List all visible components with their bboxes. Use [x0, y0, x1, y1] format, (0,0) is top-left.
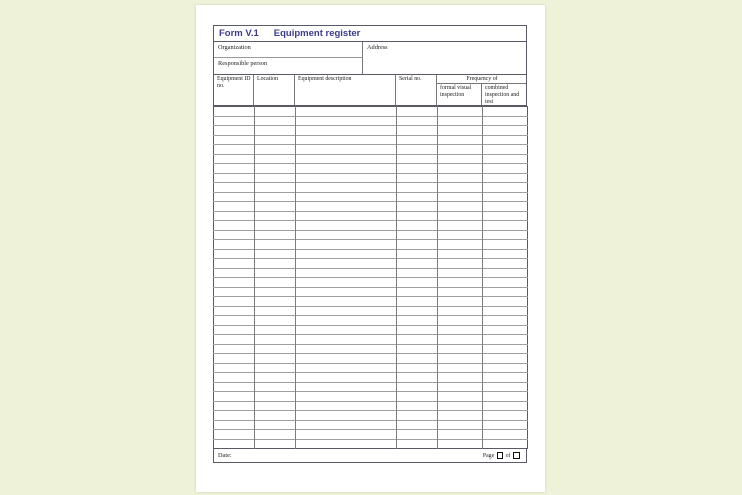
table-cell [483, 278, 528, 288]
table-cell [214, 268, 255, 278]
table-cell [438, 373, 483, 383]
address-field [363, 42, 526, 74]
table-cell [397, 135, 438, 145]
table-cell [214, 363, 255, 373]
form-footer-row [213, 449, 527, 463]
table-cell [397, 268, 438, 278]
table-cell [255, 259, 296, 269]
table-cell [483, 268, 528, 278]
table-cell [214, 373, 255, 383]
table-cell [483, 411, 528, 421]
table-cell [438, 401, 483, 411]
table-cell [438, 287, 483, 297]
of-label: of [505, 452, 511, 459]
table-cell [483, 439, 528, 449]
table-cell [255, 306, 296, 316]
table-cell [214, 107, 255, 117]
table-row [214, 439, 528, 449]
table-row [214, 192, 528, 202]
table-cell [296, 173, 397, 183]
table-cell [438, 192, 483, 202]
table-cell [438, 325, 483, 335]
table-cell [214, 306, 255, 316]
table-cell [296, 230, 397, 240]
table-cell [255, 325, 296, 335]
page-total-box [513, 452, 520, 459]
page-number-box [497, 452, 504, 459]
table-cell [214, 439, 255, 449]
table-cell [483, 335, 528, 345]
organization-label: Organization [218, 43, 251, 51]
table-cell [255, 164, 296, 174]
table-cell [255, 401, 296, 411]
table-cell [438, 126, 483, 136]
table-cell [296, 259, 397, 269]
table-row [214, 164, 528, 174]
table-cell [397, 116, 438, 126]
table-row [214, 173, 528, 183]
table-cell [438, 268, 483, 278]
table-cell [483, 107, 528, 117]
column-header-serial-no: Serial no. [396, 75, 437, 105]
document-page [196, 5, 545, 492]
table-cell [296, 363, 397, 373]
organization-field [214, 42, 363, 58]
table-cell [483, 420, 528, 430]
table-cell [397, 297, 438, 307]
table-cell [438, 297, 483, 307]
table-cell [296, 325, 397, 335]
table-cell [397, 373, 438, 383]
table-cell [255, 183, 296, 193]
table-cell [296, 154, 397, 164]
table-row [214, 211, 528, 221]
table-cell [483, 116, 528, 126]
table-cell [438, 164, 483, 174]
table-cell [214, 230, 255, 240]
table-cell [483, 363, 528, 373]
table-row [214, 240, 528, 250]
table-row [214, 116, 528, 126]
table-cell [255, 230, 296, 240]
table-cell [214, 116, 255, 126]
table-cell [483, 173, 528, 183]
table-cell [296, 221, 397, 231]
table-cell [296, 420, 397, 430]
table-cell [397, 173, 438, 183]
table-row [214, 278, 528, 288]
table-header-row [213, 75, 527, 106]
table-cell [296, 401, 397, 411]
column-header-equipment-description: Equipment description [295, 75, 396, 105]
table-row [214, 411, 528, 421]
table-cell [214, 344, 255, 354]
table-cell [483, 259, 528, 269]
table-row [214, 268, 528, 278]
table-cell [255, 363, 296, 373]
table-cell [255, 154, 296, 164]
table-cell [397, 411, 438, 421]
table-cell [483, 249, 528, 259]
table-cell [255, 420, 296, 430]
table-cell [296, 192, 397, 202]
table-cell [438, 230, 483, 240]
table-row [214, 126, 528, 136]
table-cell [296, 135, 397, 145]
table-cell [397, 221, 438, 231]
table-cell [438, 173, 483, 183]
table-cell [438, 382, 483, 392]
table-cell [483, 344, 528, 354]
table-cell [397, 145, 438, 155]
table-cell [397, 420, 438, 430]
table-cell [438, 145, 483, 155]
table-cell [438, 420, 483, 430]
info-section [213, 42, 527, 75]
form-title: Equipment register [273, 28, 361, 39]
table-cell [255, 135, 296, 145]
table-cell [214, 192, 255, 202]
table-cell [296, 316, 397, 326]
table-cell [214, 202, 255, 212]
column-header-location: Location [254, 75, 295, 105]
table-cell [214, 420, 255, 430]
table-cell [255, 173, 296, 183]
table-cell [296, 411, 397, 421]
table-row [214, 230, 528, 240]
table-cell [397, 392, 438, 402]
table-cell [438, 439, 483, 449]
table-cell [255, 211, 296, 221]
table-cell [214, 135, 255, 145]
table-cell [255, 373, 296, 383]
table-row [214, 287, 528, 297]
table-cell [397, 126, 438, 136]
table-cell [483, 230, 528, 240]
table-cell [397, 325, 438, 335]
table-cell [296, 278, 397, 288]
table-cell [214, 354, 255, 364]
column-header-frequency-group: Frequency of [437, 75, 526, 84]
table-cell [296, 107, 397, 117]
table-cell [483, 401, 528, 411]
table-cell [214, 392, 255, 402]
table-cell [397, 401, 438, 411]
table-cell [255, 411, 296, 421]
table-cell [397, 202, 438, 212]
table-cell [296, 287, 397, 297]
table-cell [397, 439, 438, 449]
table-cell [296, 202, 397, 212]
table-row [214, 430, 528, 440]
table-cell [214, 278, 255, 288]
responsible-person-label: Responsible person [218, 59, 268, 67]
table-cell [214, 411, 255, 421]
table-cell [397, 306, 438, 316]
table-cell [438, 316, 483, 326]
table-cell [214, 164, 255, 174]
table-cell [397, 430, 438, 440]
table-row [214, 316, 528, 326]
table-cell [296, 183, 397, 193]
table-row [214, 382, 528, 392]
table-cell [397, 259, 438, 269]
table-cell [397, 183, 438, 193]
table-cell [483, 297, 528, 307]
table-row [214, 335, 528, 345]
table-row [214, 183, 528, 193]
column-header-equipment-id: Equipment ID no. [214, 75, 254, 105]
table-row [214, 306, 528, 316]
table-cell [397, 154, 438, 164]
table-cell [255, 192, 296, 202]
table-row [214, 344, 528, 354]
table-cell [397, 211, 438, 221]
table-cell [483, 126, 528, 136]
table-row [214, 325, 528, 335]
table-cell [296, 297, 397, 307]
table-cell [438, 306, 483, 316]
table-cell [438, 135, 483, 145]
table-cell [438, 116, 483, 126]
table-cell [255, 145, 296, 155]
table-cell [483, 221, 528, 231]
table-row [214, 145, 528, 155]
table-cell [438, 335, 483, 345]
table-cell [438, 183, 483, 193]
table-cell [296, 392, 397, 402]
table-cell [255, 249, 296, 259]
table-cell [397, 316, 438, 326]
table-cell [255, 107, 296, 117]
page-label: Page [482, 452, 495, 459]
column-header-formal-visual-inspection: formal visual inspection [437, 84, 482, 105]
table-cell [296, 344, 397, 354]
table-cell [214, 154, 255, 164]
table-cell [296, 373, 397, 383]
table-cell [438, 344, 483, 354]
date-label: Date: [218, 452, 232, 459]
table-cell [214, 259, 255, 269]
table-cell [483, 202, 528, 212]
table-row [214, 135, 528, 145]
table-cell [397, 240, 438, 250]
equipment-register-form [213, 25, 527, 463]
table-cell [214, 287, 255, 297]
table-row [214, 249, 528, 259]
table-cell [397, 249, 438, 259]
table-cell [483, 306, 528, 316]
form-code: Form V.1 [219, 28, 259, 39]
table-cell [483, 382, 528, 392]
responsible-person-field [214, 58, 363, 74]
table-cell [397, 344, 438, 354]
table-cell [255, 126, 296, 136]
table-cell [483, 164, 528, 174]
table-row [214, 392, 528, 402]
table-cell [397, 230, 438, 240]
table-cell [483, 154, 528, 164]
table-row [214, 354, 528, 364]
table-cell [214, 430, 255, 440]
table-cell [483, 430, 528, 440]
table-cell [255, 382, 296, 392]
table-cell [438, 363, 483, 373]
table-cell [214, 316, 255, 326]
table-cell [438, 411, 483, 421]
table-cell [483, 135, 528, 145]
table-cell [438, 249, 483, 259]
table-cell [255, 240, 296, 250]
table-row [214, 221, 528, 231]
table-cell [214, 382, 255, 392]
table-cell [397, 335, 438, 345]
table-cell [255, 392, 296, 402]
table-row [214, 107, 528, 117]
table-cell [296, 439, 397, 449]
table-row [214, 363, 528, 373]
table-cell [214, 211, 255, 221]
table-cell [255, 278, 296, 288]
table-cell [296, 240, 397, 250]
table-row [214, 154, 528, 164]
form-title-bar [213, 25, 527, 42]
table-cell [214, 401, 255, 411]
table-cell [483, 192, 528, 202]
table-row [214, 401, 528, 411]
table-cell [397, 107, 438, 117]
table-cell [296, 126, 397, 136]
table-cell [483, 325, 528, 335]
table-cell [483, 183, 528, 193]
table-row [214, 297, 528, 307]
page-counter [483, 452, 522, 459]
table-cell [255, 297, 296, 307]
table-cell [483, 392, 528, 402]
table-cell [214, 249, 255, 259]
table-cell [214, 183, 255, 193]
table-cell [296, 164, 397, 174]
table-cell [255, 316, 296, 326]
table-cell [438, 430, 483, 440]
table-cell [296, 249, 397, 259]
table-row [214, 373, 528, 383]
table-cell [397, 287, 438, 297]
table-cell [483, 211, 528, 221]
table-cell [255, 287, 296, 297]
table-cell [438, 392, 483, 402]
table-cell [438, 107, 483, 117]
table-cell [214, 145, 255, 155]
table-cell [483, 316, 528, 326]
table-cell [214, 325, 255, 335]
table-cell [296, 382, 397, 392]
table-cell [483, 287, 528, 297]
table-cell [397, 354, 438, 364]
table-cell [255, 116, 296, 126]
table-cell [214, 297, 255, 307]
column-header-combined-inspection-test: combined inspection and test [485, 85, 520, 105]
table-cell [397, 363, 438, 373]
table-cell [296, 430, 397, 440]
table-cell [214, 173, 255, 183]
table-cell [438, 259, 483, 269]
table-cell [214, 240, 255, 250]
table-cell [438, 211, 483, 221]
table-cell [438, 278, 483, 288]
table-cell [255, 354, 296, 364]
table-cell [296, 211, 397, 221]
table-cell [255, 430, 296, 440]
table-cell [397, 382, 438, 392]
table-cell [397, 164, 438, 174]
table-cell [483, 240, 528, 250]
table-cell [255, 439, 296, 449]
register-table-body [213, 106, 528, 449]
table-row [214, 202, 528, 212]
address-label: Address [367, 43, 388, 51]
table-cell [438, 202, 483, 212]
table-cell [483, 145, 528, 155]
table-cell [255, 268, 296, 278]
table-cell [397, 278, 438, 288]
table-cell [438, 354, 483, 364]
table-cell [438, 154, 483, 164]
table-cell [255, 202, 296, 212]
table-cell [296, 116, 397, 126]
table-cell [214, 221, 255, 231]
table-cell [296, 335, 397, 345]
table-row [214, 259, 528, 269]
table-row [214, 420, 528, 430]
table-cell [255, 221, 296, 231]
table-cell [214, 126, 255, 136]
table-cell [214, 335, 255, 345]
table-cell [255, 335, 296, 345]
table-cell [296, 268, 397, 278]
table-cell [438, 221, 483, 231]
table-cell [397, 192, 438, 202]
table-cell [438, 240, 483, 250]
table-cell [483, 354, 528, 364]
table-cell [296, 145, 397, 155]
table-cell [255, 344, 296, 354]
table-cell [296, 354, 397, 364]
table-cell [483, 373, 528, 383]
table-cell [296, 306, 397, 316]
